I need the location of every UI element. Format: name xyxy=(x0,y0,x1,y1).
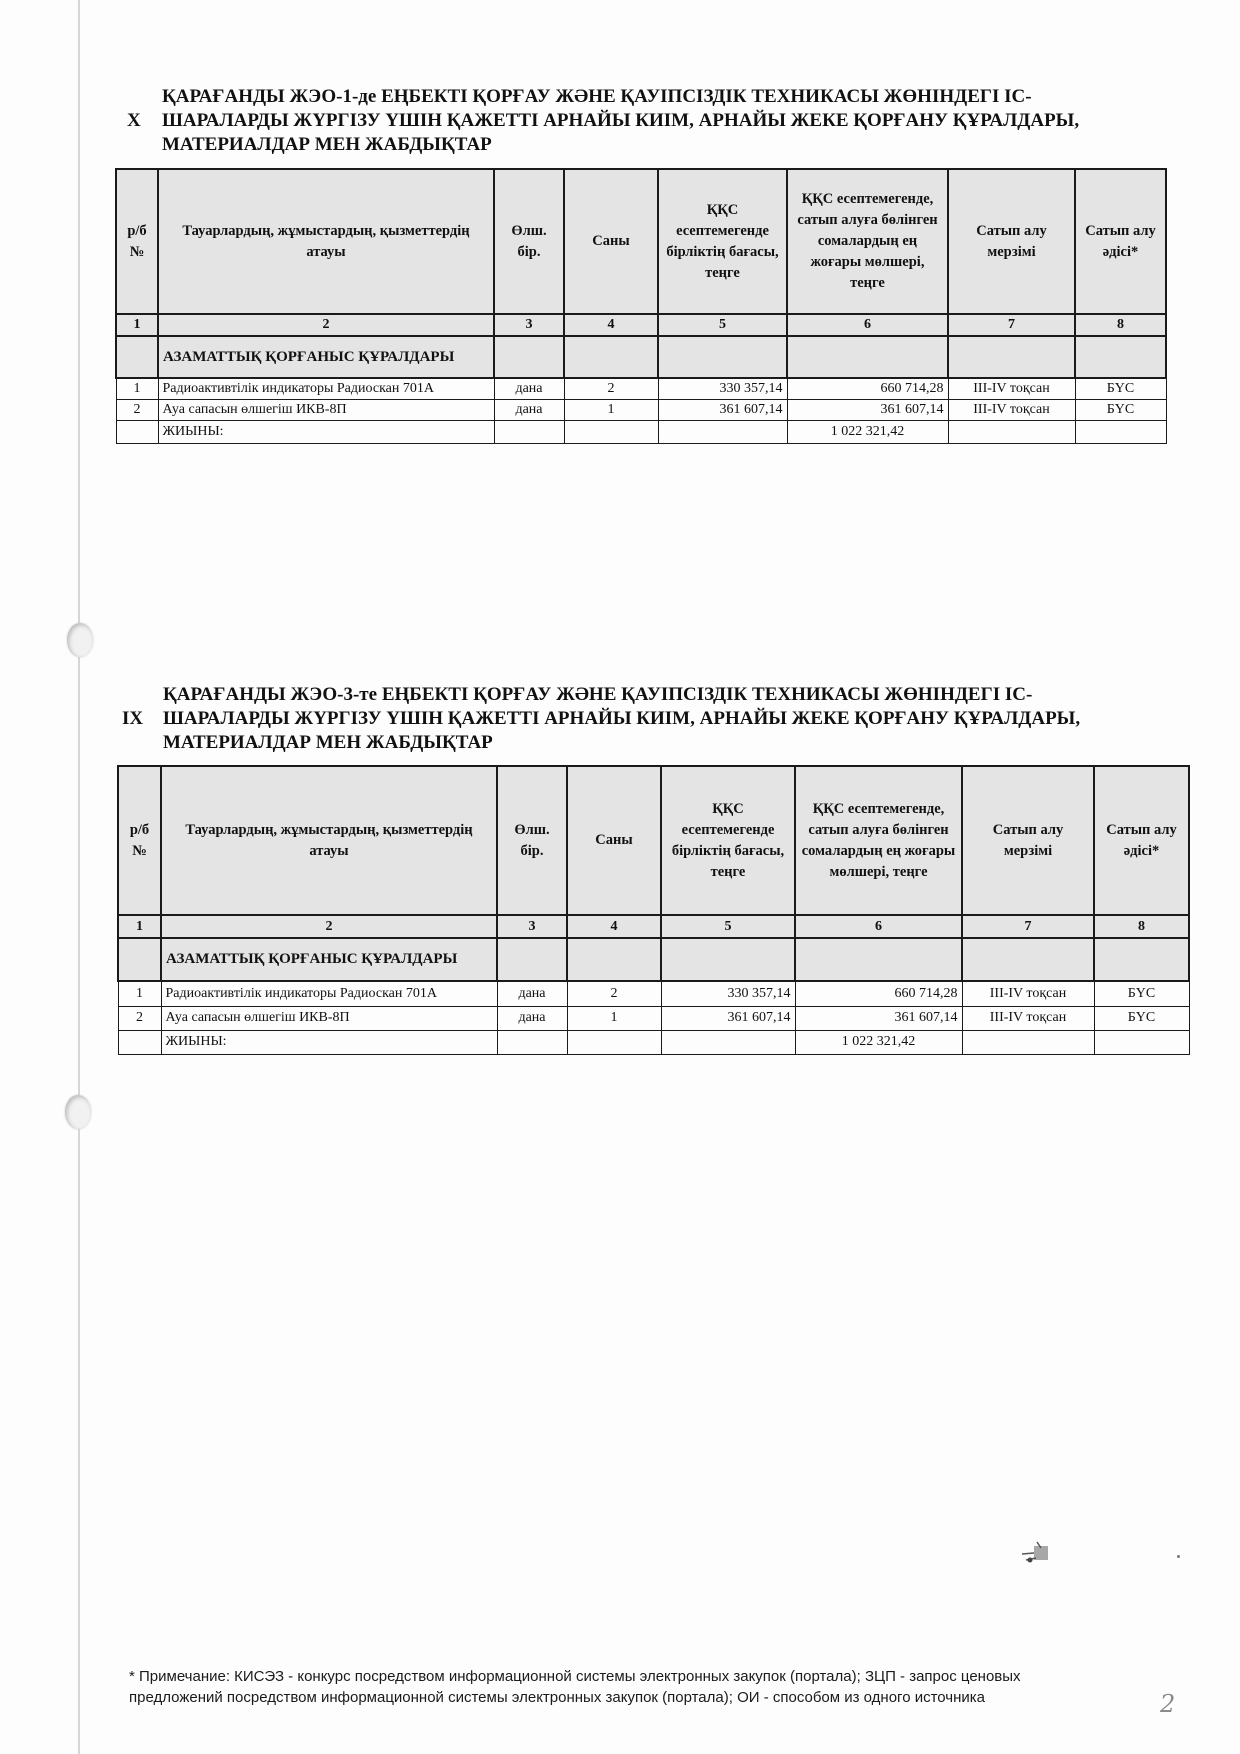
total-amount: 1 022 321,42 xyxy=(787,420,948,443)
item-amount: 660 714,28 xyxy=(787,378,948,399)
item-term: III-IV тоқсан xyxy=(948,378,1075,399)
item-unit-price: 330 357,14 xyxy=(661,981,795,1006)
total-label: ЖИЫНЫ: xyxy=(161,1030,497,1054)
section-title xyxy=(163,683,1080,755)
column-number: 6 xyxy=(787,314,948,336)
row-number: 2 xyxy=(116,399,158,420)
header-cell: Тауарлардың, жұмыстардың, қызметтердің атауы xyxy=(158,169,494,314)
item-method: БҮС xyxy=(1094,981,1189,1006)
item-quantity: 2 xyxy=(564,378,658,399)
footnote-line: предложений посредством информационной системы электронных закупок (портала); ОИ - способом из одного источника xyxy=(129,1689,986,1706)
header-cell: Өлш. бір. xyxy=(497,766,567,915)
item-quantity: 2 xyxy=(567,981,661,1006)
table-header-row xyxy=(118,766,1189,915)
empty-cell xyxy=(948,420,1075,443)
empty-cell xyxy=(497,1030,567,1054)
header-cell: Сатып алу әдісі* xyxy=(1094,766,1189,915)
table-header-row xyxy=(116,169,1166,314)
header-cell: Сатып алу мерзімі xyxy=(962,766,1094,915)
item-name: Ауа сапасын өлшегіш ИКВ-8П xyxy=(158,399,494,420)
empty-cell xyxy=(567,1030,661,1054)
column-number: 4 xyxy=(564,314,658,336)
total-amount: 1 022 321,42 xyxy=(795,1030,962,1054)
item-unit: дана xyxy=(497,981,567,1006)
item-unit: дана xyxy=(497,1006,567,1030)
empty-cell xyxy=(661,938,795,981)
column-number: 7 xyxy=(962,915,1094,938)
empty-cell xyxy=(1075,336,1166,378)
item-quantity: 1 xyxy=(564,399,658,420)
table-row xyxy=(118,981,1189,1006)
header-cell: Саны xyxy=(567,766,661,915)
ink-smudge xyxy=(1020,1540,1054,1566)
category-label: АЗАМАТТЫҚ ҚОРҒАНЫС ҚҰРАЛДАРЫ xyxy=(158,336,494,378)
empty-cell xyxy=(564,336,658,378)
item-amount: 361 607,14 xyxy=(795,1006,962,1030)
header-cell: ҚҚС есептемегенде, сатып алуға бөлінген сомалардың ең жоғары мөлшері, теңге xyxy=(787,169,948,314)
procurement-table xyxy=(115,168,1167,444)
item-term: III-IV тоқсан xyxy=(962,981,1094,1006)
section-title-line: ҚАРАҒАНДЫ ЖЭО-3-те ЕҢБЕКТІ ҚОРҒАУ ЖӘНЕ ҚАУІПСІЗДІК ТЕХНИКАСЫ ЖӨНІНДЕГІ ІС- xyxy=(163,684,1033,705)
section-title-line: ҚАРАҒАНДЫ ЖЭО-1-де ЕҢБЕКТІ ҚОРҒАУ ЖӘНЕ ҚАУІПСІЗДІК ТЕХНИКАСЫ ЖӨНІНДЕГІ ІС- xyxy=(162,86,1032,107)
section-title-line: МАТЕРИАЛДАР МЕН ЖАБДЫҚТАР xyxy=(162,134,492,155)
column-number: 8 xyxy=(1075,314,1166,336)
item-quantity: 1 xyxy=(567,1006,661,1030)
column-number: 8 xyxy=(1094,915,1189,938)
footnote xyxy=(129,1666,1129,1708)
header-cell: Өлш. бір. xyxy=(494,169,564,314)
column-number-row xyxy=(116,314,1166,336)
row-number: 1 xyxy=(116,378,158,399)
category-label: АЗАМАТТЫҚ ҚОРҒАНЫС ҚҰРАЛДАРЫ xyxy=(161,938,497,981)
column-number: 3 xyxy=(497,915,567,938)
section-title-line: ШАРАЛАРДЫ ЖҮРГІЗУ ҮШІН ҚАЖЕТТІ АРНАЙЫ КИІМ, АРНАЙЫ ЖЕКЕ ҚОРҒАНУ ҚҰРАЛДАРЫ, xyxy=(162,110,1080,131)
empty-cell xyxy=(962,1030,1094,1054)
table-row xyxy=(116,399,1166,420)
item-unit: дана xyxy=(494,378,564,399)
ink-dot xyxy=(1177,1555,1180,1558)
punch-hole xyxy=(65,1095,91,1129)
empty-cell xyxy=(948,336,1075,378)
column-number: 5 xyxy=(658,314,787,336)
header-cell: ҚҚС есептемегенде бірліктің бағасы, теңге xyxy=(658,169,787,314)
section-title-line: МАТЕРИАЛДАР МЕН ЖАБДЫҚТАР xyxy=(163,732,493,753)
empty-cell xyxy=(116,420,158,443)
procurement-table xyxy=(117,765,1190,1055)
table-row xyxy=(118,1006,1189,1030)
empty-cell xyxy=(795,938,962,981)
item-amount: 660 714,28 xyxy=(795,981,962,1006)
section-roman-numeral: X xyxy=(127,110,141,131)
section-roman-numeral: IX xyxy=(122,708,144,729)
column-number: 4 xyxy=(567,915,661,938)
item-method: БҮС xyxy=(1094,1006,1189,1030)
item-term: III-IV тоқсан xyxy=(962,1006,1094,1030)
empty-cell xyxy=(658,420,787,443)
empty-cell xyxy=(494,336,564,378)
column-number: 7 xyxy=(948,314,1075,336)
empty-cell xyxy=(661,1030,795,1054)
empty-cell xyxy=(962,938,1094,981)
empty-cell xyxy=(658,336,787,378)
punch-hole xyxy=(67,623,93,657)
header-cell: Тауарлардың, жұмыстардың, қызметтердің атауы xyxy=(161,766,497,915)
row-number: 1 xyxy=(118,981,161,1006)
handwritten-page-number: 2 xyxy=(1160,1690,1176,1718)
item-unit-price: 361 607,14 xyxy=(661,1006,795,1030)
category-row xyxy=(118,938,1189,981)
item-term: III-IV тоқсан xyxy=(948,399,1075,420)
item-method: БҮС xyxy=(1075,399,1166,420)
empty-cell xyxy=(118,938,161,981)
empty-cell xyxy=(494,420,564,443)
item-unit: дана xyxy=(494,399,564,420)
item-method: БҮС xyxy=(1075,378,1166,399)
column-number: 1 xyxy=(118,915,161,938)
total-label: ЖИЫНЫ: xyxy=(158,420,494,443)
empty-cell xyxy=(787,336,948,378)
header-cell: р/б № xyxy=(116,169,158,314)
item-name: Ауа сапасын өлшегіш ИКВ-8П xyxy=(161,1006,497,1030)
header-cell: Саны xyxy=(564,169,658,314)
footnote-line: * Примечание: КИСЭЗ - конкурс посредством информационной системы электронных закупок (портала); ЗЦП - запрос ценовых xyxy=(129,1668,1021,1685)
item-amount: 361 607,14 xyxy=(787,399,948,420)
item-name: Радиоактивтілік индикаторы Радиоскан 701А xyxy=(158,378,494,399)
total-row xyxy=(118,1030,1189,1054)
column-number-row xyxy=(118,915,1189,938)
column-number: 5 xyxy=(661,915,795,938)
empty-cell xyxy=(1094,1030,1189,1054)
empty-cell xyxy=(116,336,158,378)
item-unit-price: 361 607,14 xyxy=(658,399,787,420)
item-name: Радиоактивтілік индикаторы Радиоскан 701А xyxy=(161,981,497,1006)
empty-cell xyxy=(1094,938,1189,981)
header-cell: ҚҚС есептемегенде, сатып алуға бөлінген сомалардың ең жоғары мөлшері, теңге xyxy=(795,766,962,915)
column-number: 1 xyxy=(116,314,158,336)
section-title xyxy=(162,85,1079,157)
empty-cell xyxy=(567,938,661,981)
category-row xyxy=(116,336,1166,378)
header-cell: Сатып алу әдісі* xyxy=(1075,169,1166,314)
header-cell: Сатып алу мерзімі xyxy=(948,169,1075,314)
header-cell: ҚҚС есептемегенде бірліктің бағасы, теңге xyxy=(661,766,795,915)
table-row xyxy=(116,378,1166,399)
section-title-line: ШАРАЛАРДЫ ЖҮРГІЗУ ҮШІН ҚАЖЕТТІ АРНАЙЫ КИІМ, АРНАЙЫ ЖЕКЕ ҚОРҒАНУ ҚҰРАЛДАРЫ, xyxy=(163,708,1081,729)
header-cell: р/б № xyxy=(118,766,161,915)
scan-edge-line xyxy=(78,0,80,1754)
total-row xyxy=(116,420,1166,443)
column-number: 3 xyxy=(494,314,564,336)
row-number: 2 xyxy=(118,1006,161,1030)
empty-cell xyxy=(564,420,658,443)
column-number: 2 xyxy=(158,314,494,336)
empty-cell xyxy=(497,938,567,981)
item-unit-price: 330 357,14 xyxy=(658,378,787,399)
empty-cell xyxy=(118,1030,161,1054)
column-number: 6 xyxy=(795,915,962,938)
empty-cell xyxy=(1075,420,1166,443)
column-number: 2 xyxy=(161,915,497,938)
